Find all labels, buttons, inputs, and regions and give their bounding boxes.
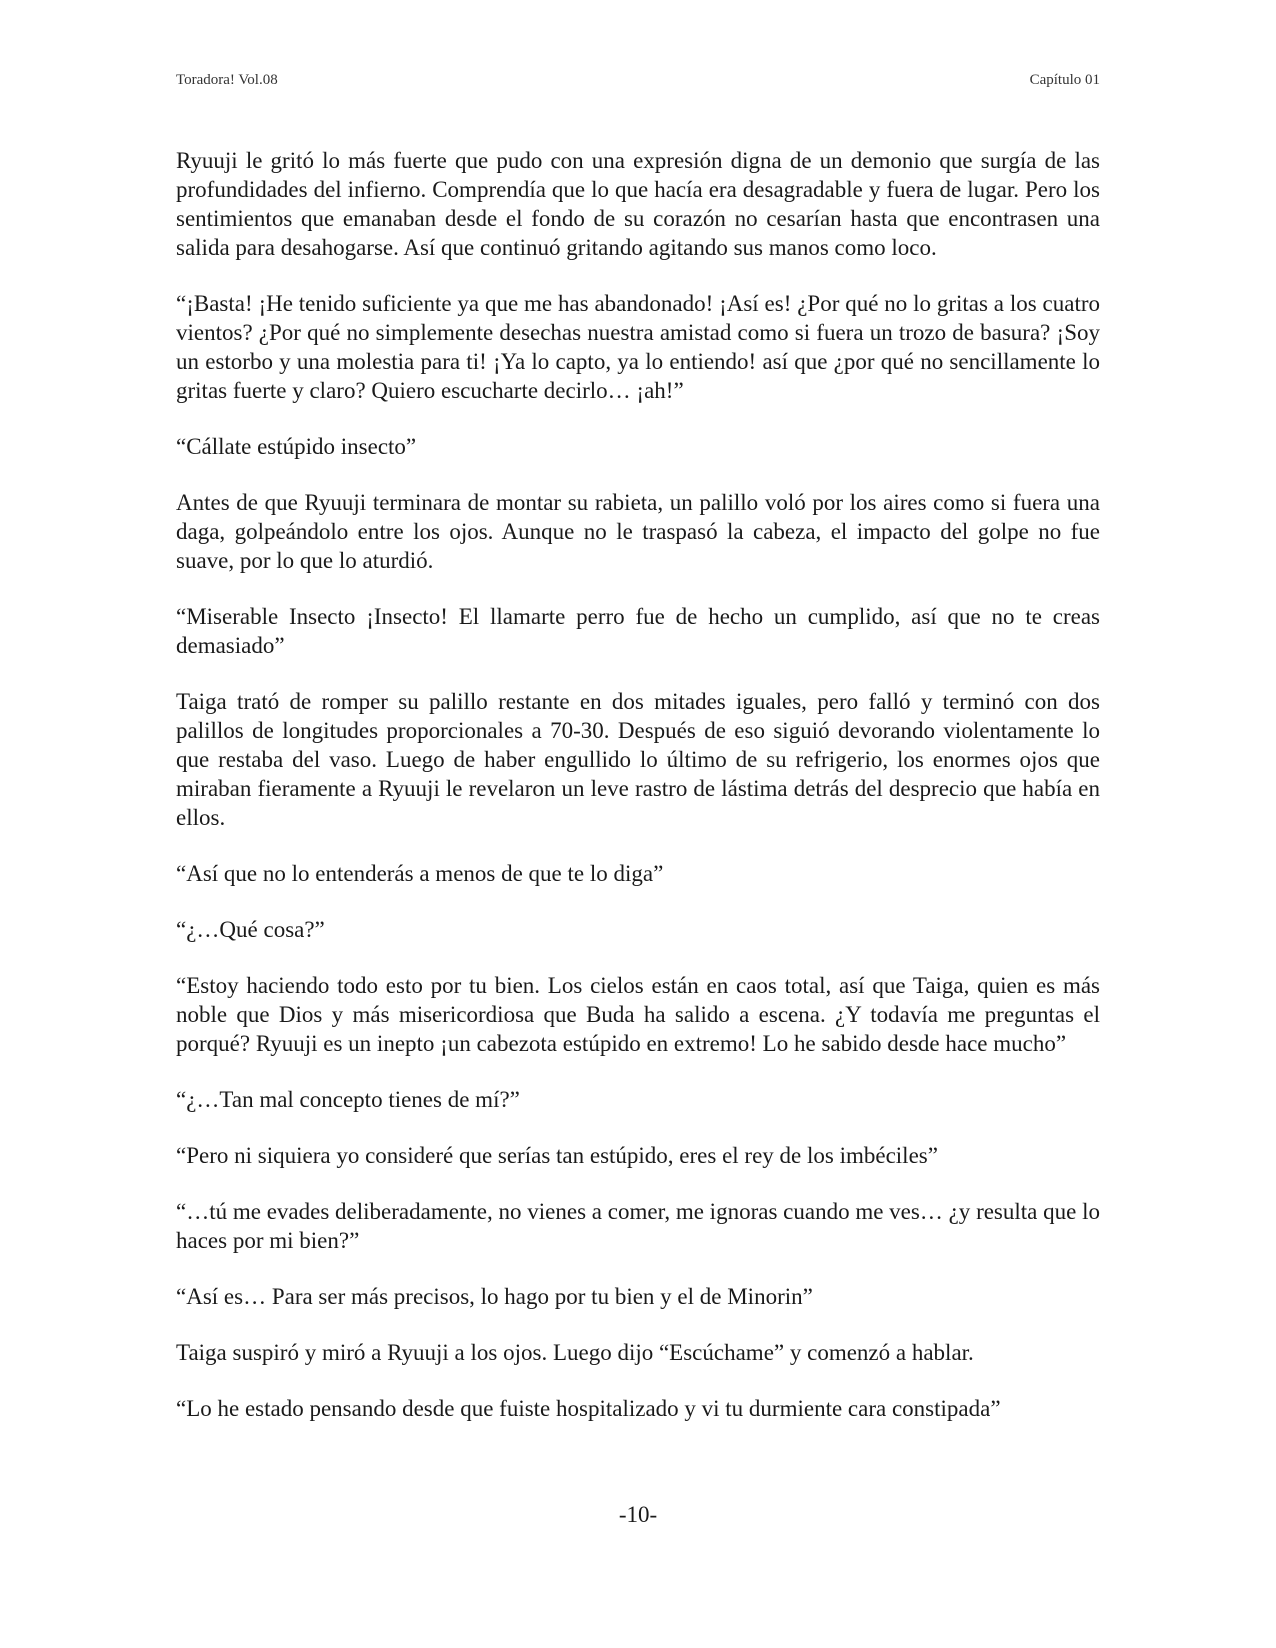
paragraph: “Lo he estado pensando desde que fuiste hospitalizado y vi tu durmiente cara constipada” xyxy=(176,1396,1001,1421)
header-chapter: Capítulo 01 xyxy=(1029,72,1100,88)
header-book-title: Toradora! Vol.08 xyxy=(176,72,278,88)
paragraph: “Así que no lo entenderás a menos de que te lo diga” xyxy=(176,861,664,886)
page-number: -10- xyxy=(618,1502,658,1527)
paragraph: “¿…Qué cosa?” xyxy=(176,917,325,942)
body-text xyxy=(176,146,1100,1450)
paragraph: “¿…Tan mal concepto tienes de mí?” xyxy=(176,1087,520,1112)
paragraph: Taiga suspiró y miró a Ryuuji a los ojos. Luego dijo “Escúchame” y comenzó a hablar. xyxy=(176,1340,974,1365)
paragraph: Taiga trató de romper su palillo restante en dos mitades iguales, pero falló y terminó con dos palillos de longitudes proporcionales a 70-30. Después de eso siguió devorando violentamente lo que restaba del vaso. Luego de haber engullido lo último de su refrigerio, los enormes ojos que miraban fieramente a Ryuuji le revelaron un leve rastro de lástima detrás del desprecio que había en ellos. xyxy=(176,689,1100,830)
paragraph: “Así es… Para ser más precisos, lo hago por tu bien y el de Minorin” xyxy=(176,1284,813,1309)
paragraph: “…tú me evades deliberadamente, no vienes a comer, me ignoras cuando me ves… ¿y resulta que lo haces por mi bien?” xyxy=(176,1199,1100,1253)
paragraph: “¡Basta! ¡He tenido suficiente ya que me has abandonado! ¡Así es! ¿Por qué no lo gritas a los cuatro vientos? ¿Por qué no simplemente desechas nuestra amistad como si fuera un trozo de basura? ¡Soy un estorbo y una molestia para ti! ¡Ya lo capto, ya lo entiendo! así que ¿por qué no sencillamente lo gritas fuerte y claro? Quiero escucharte decirlo… ¡ah!” xyxy=(176,291,1100,403)
running-header xyxy=(176,72,1100,89)
paragraph: Antes de que Ryuuji terminara de montar su rabieta, un palillo voló por los aires como si fuera una daga, golpeándolo entre los ojos. Aunque no le traspasó la cabeza, el impacto del golpe no fue suave, por lo que lo aturdió. xyxy=(176,490,1100,573)
paragraph: “Estoy haciendo todo esto por tu bien. Los cielos están en caos total, así que Taiga, quien es más noble que Dios y más misericordiosa que Buda ha salido a escena. ¿Y todavía me preguntas el porqué? Ryuuji es un inepto ¡un cabezota estúpido en extremo! Lo he sabido desde hace mucho” xyxy=(176,973,1100,1056)
paragraph: “Pero ni siquiera yo consideré que serías tan estúpido, eres el rey de los imbéciles” xyxy=(176,1143,938,1168)
paragraph: Ryuuji le gritó lo más fuerte que pudo con una expresión digna de un demonio que surgía de las profundidades del infierno. Comprendía que lo que hacía era desagradable y fuera de lugar. Pero los sentimientos que emanaban desde el fondo de su corazón no cesarían hasta que encontrasen una salida para desahogarse. Así que continuó gritando agitando sus manos como loco. xyxy=(176,148,1100,260)
paragraph: “Cállate estúpido insecto” xyxy=(176,434,417,459)
paragraph: “Miserable Insecto ¡Insecto! El llamarte perro fue de hecho un cumplido, así que no te creas demasiado” xyxy=(176,604,1100,658)
